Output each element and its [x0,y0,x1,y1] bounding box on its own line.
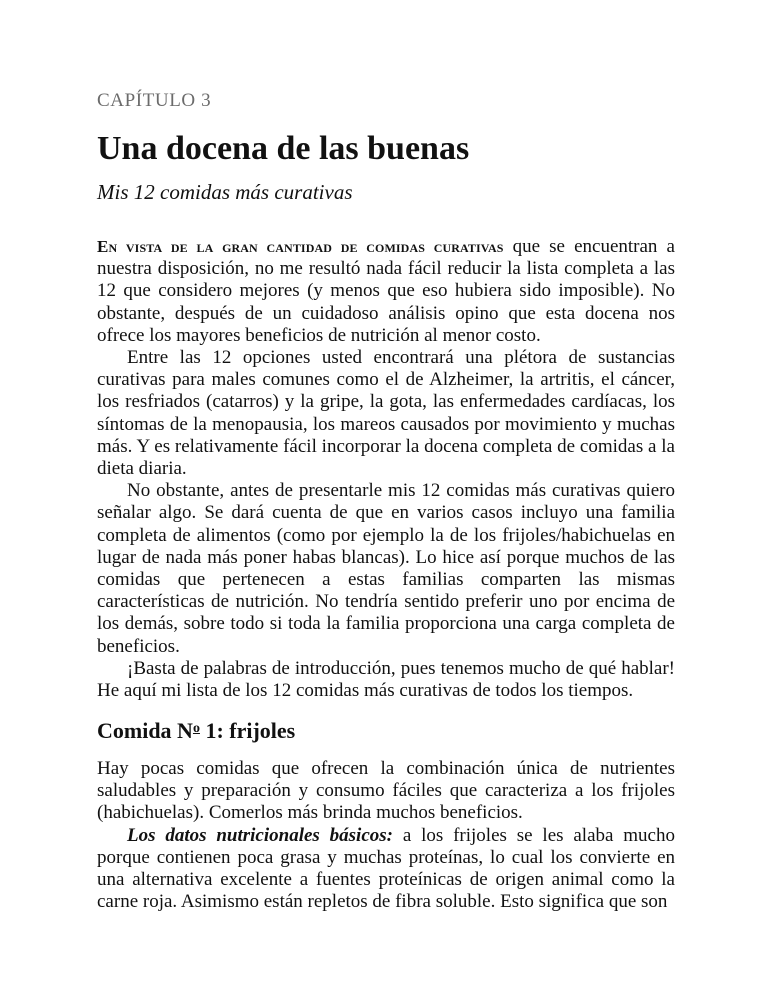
intro-paragraph-1-text: que se encuentran a nuestra disposición, no me resultó nada fácil reducir la lista completa a las 12 que considero mejores (y menos que eso hubiera sido imposible). No obstante, después de un cuidadoso análisis opino que esta docena nos ofrece los mayores beneficios de nutrición al menor costo. [97,236,675,346]
section-paragraph-2-text: a los frijoles se les alaba mucho porque contienen poca grasa y muchas proteínas, lo cual los convierte en una alternativa excelente a fuentes proteínicas de origen animal como la carne roja. Asimismo están repletos de fibra soluble. Esto significa que son [97,824,675,913]
chapter-subtitle: Mis 12 comidas más curativas [97,180,353,204]
frijoles-section [97,758,675,913]
nutrition-facts-label: Los datos nutricionales básicos: [127,824,393,846]
intro-paragraph-3: No obstante, antes de presentarle mis 12 comidas más curativas quiero señalar algo. Se dará cuenta de que en varios casos incluyo una familia completa de alimentos (como por ejemplo la de los frijoles/habichuelas en lugar de nada más poner habas blancas). Lo hice así porque muchos de las comidas que pertenecen a estas familias comparten las mismas características de nutrición. No tendría sentido preferir uno por encima de los demás, sobre todo si toda la familia proporciona una carga completa de beneficios. [97,480,675,657]
intro-lead-in: En vista de la gran cantidad de comidas curativas [97,237,504,256]
intro-paragraph-1 [97,236,675,347]
section-heading-ordinal: o [192,721,200,736]
section-heading-prefix: Comida N [97,718,193,743]
section-heading [97,718,295,744]
section-paragraph-1: Hay pocas comidas que ofrecen la combinación única de nutrientes saludables y preparación y consumo fáciles que caracteriza a los frijoles (habichuelas). Comerlos más brinda muchos beneficios. [97,758,675,824]
section-heading-suffix: 1: frijoles [199,718,296,743]
intro-section [97,236,675,702]
intro-paragraph-2: Entre las 12 opciones usted encontrará una plétora de sustancias curativas para males comunes como el de Alzheimer, la artritis, el cáncer, los resfriados (catarros) y la gripe, la gota, las enfermedades cardíacas, los síntomas de la menopausia, los mareos causados por movimiento y muchas más. Y es relativamente fácil incorporar la docena completa de comidas a la dieta diaria. [97,347,675,480]
intro-paragraph-4: ¡Basta de palabras de introducción, pues tenemos mucho de qué hablar! He aquí mi lista de los 12 comidas más curativas de todos los tiempos. [97,657,675,702]
chapter-title: Una docena de las buenas [97,130,470,167]
chapter-label: CAPÍTULO 3 [97,90,212,111]
section-paragraph-2 [97,825,675,914]
